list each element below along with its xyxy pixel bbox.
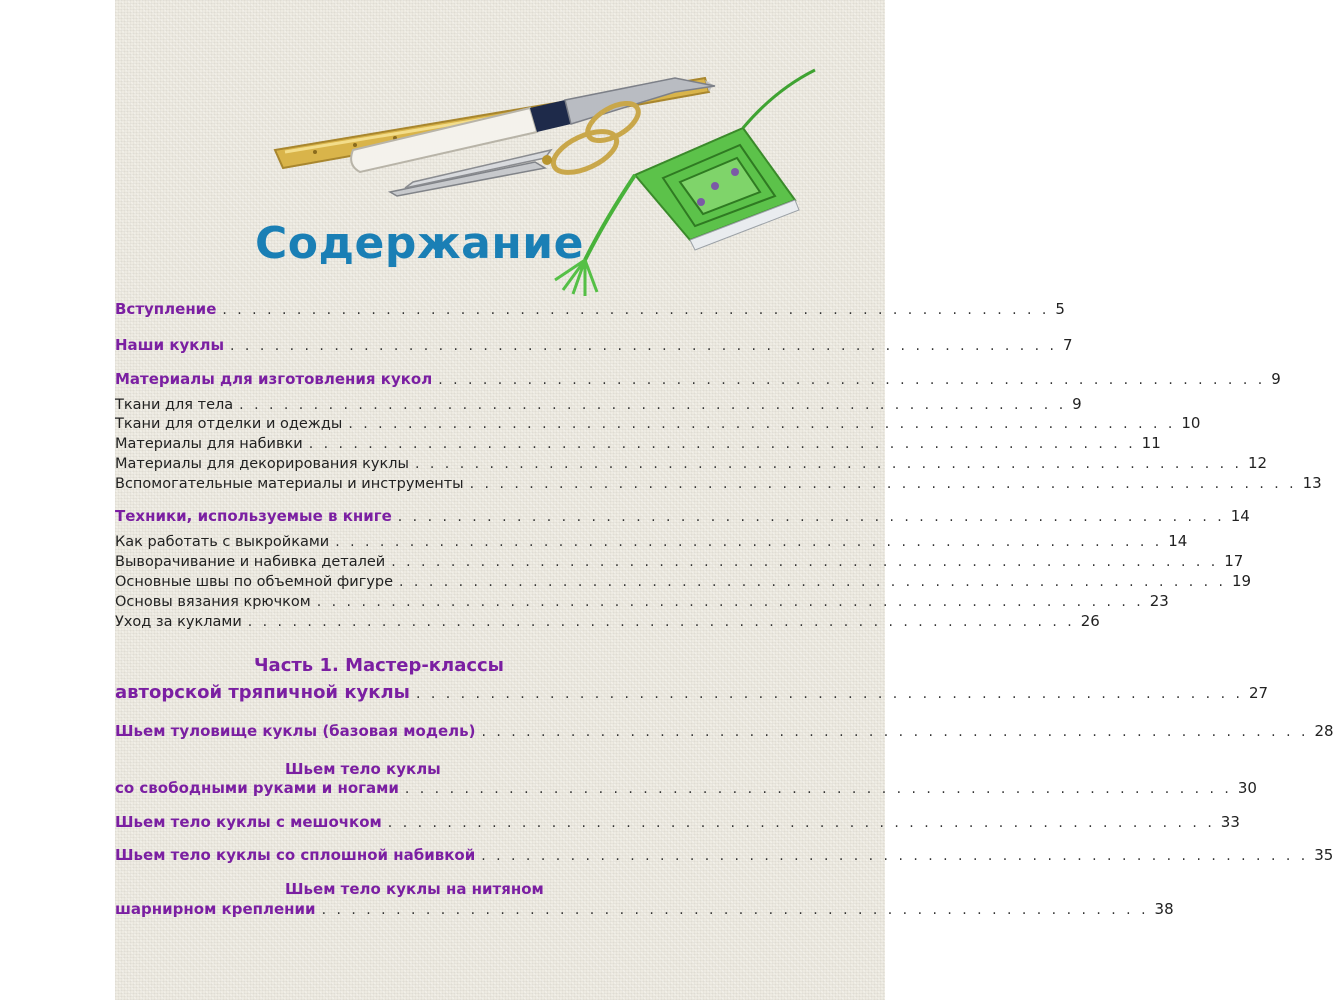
toc-entry-label: Материалы для набивки (115, 436, 303, 452)
toc-entry-label: Как работать с выкройками (115, 534, 330, 550)
toc-entry[interactable] (115, 779, 1257, 803)
toc-entry-label: Шьем тело куклы с мешочком (115, 813, 382, 831)
dot-leader: . . . . . . . . . . . . . . . . . . . . . . . . . . . . . . . . . . . . . . . . . . . . . . . . . . . . . . . . (239, 397, 1067, 413)
toc-entry-page: 5 (1055, 300, 1065, 318)
toc-subentry[interactable] (115, 474, 1322, 498)
toc-entry-label: со свободными руками и ногами (115, 779, 399, 797)
toc-entry-label: Уход за куклами (115, 614, 242, 630)
dot-leader: . . . . . . . . . . . . . . . . . . . . . . . . . . . . . . . . . . . . . . . . . . . . . . . . . . . . . . . . (222, 302, 1050, 318)
toc-entry-label-line1: Шьем тело куклы (285, 760, 441, 778)
dot-leader: . . . . . . . . . . . . . . . . . . . . . . . . . . . . . . . . . . . . . . . . . . . . . . . . . . . . . . . . (316, 594, 1144, 610)
toc-entry-page: 9 (1271, 370, 1281, 388)
toc-entry-page: 17 (1224, 552, 1244, 570)
dot-leader: . . . . . . . . . . . . . . . . . . . . . . . . . . . . . . . . . . . . . . . . . . . . . . . . . . . . . . . . (481, 724, 1309, 740)
toc-entry[interactable] (115, 336, 1073, 360)
toc-entry-page: 9 (1072, 395, 1082, 413)
dot-leader: . . . . . . . . . . . . . . . . . . . . . . . . . . . . . . . . . . . . . . . . . . . . . . . . . . . . . . . . (415, 456, 1242, 472)
dot-leader: . . . . . . . . . . . . . . . . . . . . . . . . . . . . . . . . . . . . . . . . . . . . . . . . . . . . . . . . (387, 815, 1215, 831)
toc-entry-page: 13 (1302, 474, 1322, 492)
toc-entry[interactable] (115, 300, 1065, 324)
toc-entry-page: 14 (1168, 532, 1188, 550)
toc-entry-page: 30 (1237, 779, 1257, 797)
toc-entry-label: Ткани для тела (115, 397, 234, 413)
table-of-contents (115, 0, 1334, 1000)
dot-leader: . . . . . . . . . . . . . . . . . . . . . . . . . . . . . . . . . . . . . . . . . . . . . . . . . . . . . . . . (404, 781, 1232, 797)
toc-entry[interactable] (115, 846, 1334, 870)
toc-entry-page: 23 (1149, 592, 1169, 610)
toc-entry-page: 11 (1141, 434, 1161, 452)
toc-entry-label: Основные швы по объемной фигуре (115, 574, 394, 590)
toc-entry-label: Основы вязания крючком (115, 594, 311, 610)
toc-entry-label: Наши куклы (115, 336, 225, 354)
dot-leader: . . . . . . . . . . . . . . . . . . . . . . . . . . . . . . . . . . . . . . . . . . . . . . . . . . . . . . . . (415, 686, 1243, 702)
dot-leader: . . . . . . . . . . . . . . . . . . . . . . . . . . . . . . . . . . . . . . . . . . . . . . . . . . . . . . . . (438, 372, 1266, 388)
toc-entry[interactable] (115, 722, 1334, 746)
toc-subentry[interactable] (115, 612, 1100, 636)
toc-entry-page: 35 (1314, 846, 1334, 864)
toc-entry-page: 33 (1220, 813, 1240, 831)
dot-leader: . . . . . . . . . . . . . . . . . . . . . . . . . . . . . . . . . . . . . . . . . . . . . . . . . . . . . . . . (230, 338, 1058, 354)
dot-leader: . . . . . . . . . . . . . . . . . . . . . . . . . . . . . . . . . . . . . . . . . . . . . . . . . . . . . . . . (321, 902, 1149, 918)
toc-entry-label: авторской тряпичной куклы (115, 682, 410, 703)
dot-leader: . . . . . . . . . . . . . . . . . . . . . . . . . . . . . . . . . . . . . . . . . . . . . . . . . . . . . . . . (397, 509, 1225, 525)
toc-entry-label: Шьем тело куклы со сплошной набивкой (115, 846, 476, 864)
dot-leader: . . . . . . . . . . . . . . . . . . . . . . . . . . . . . . . . . . . . . . . . . . . . . . . . . . . . . . . . (348, 416, 1176, 432)
dot-leader: . . . . . . . . . . . . . . . . . . . . . . . . . . . . . . . . . . . . . . . . . . . . . . . . . . . . . . . . (308, 436, 1136, 452)
toc-entry-label: Выворачивание и набивка деталей (115, 554, 386, 570)
toc-part-entry[interactable] (115, 682, 1269, 710)
toc-entry-page: 28 (1314, 722, 1334, 740)
toc-entry[interactable] (115, 900, 1174, 924)
toc-entry-label: Техники, используемые в книге (115, 507, 392, 525)
dot-leader: . . . . . . . . . . . . . . . . . . . . . . . . . . . . . . . . . . . . . . . . . . . . . . . . . . . . . . . . (247, 614, 1075, 630)
toc-entry-page: 26 (1080, 612, 1100, 630)
toc-entry-label: Шьем туловище куклы (базовая модель) (115, 722, 476, 740)
toc-entry-label: Ткани для отделки и одежды (115, 416, 343, 432)
toc-entry-label: Материалы для изготовления кукол (115, 370, 433, 388)
toc-entry-label: Материалы для декорирования куклы (115, 456, 409, 472)
toc-entry-page: 12 (1247, 454, 1268, 472)
page-title: Содержание (255, 218, 584, 269)
part-heading-line1: Часть 1. Мастер-классы (254, 655, 504, 676)
toc-entry[interactable] (115, 370, 1281, 394)
toc-entry-page: 27 (1248, 684, 1269, 702)
dot-leader: . . . . . . . . . . . . . . . . . . . . . . . . . . . . . . . . . . . . . . . . . . . . . . . . . . . . . . . . (469, 476, 1297, 492)
toc-entry-label: шарнирном креплении (115, 900, 316, 918)
dot-leader: . . . . . . . . . . . . . . . . . . . . . . . . . . . . . . . . . . . . . . . . . . . . . . . . . . . . . . . . (391, 554, 1219, 570)
toc-entry-page: 19 (1232, 572, 1252, 590)
toc-entry-label: Вступление (115, 300, 217, 318)
book-page (115, 0, 1334, 1000)
toc-entry-page: 7 (1063, 336, 1073, 354)
toc-entry-label: Вспомогательные материалы и инструменты (115, 476, 464, 492)
toc-entry-page: 10 (1181, 414, 1201, 432)
toc-entry[interactable] (115, 507, 1250, 531)
dot-leader: . . . . . . . . . . . . . . . . . . . . . . . . . . . . . . . . . . . . . . . . . . . . . . . . . . . . . . . . (481, 848, 1309, 864)
toc-entry-page: 14 (1230, 507, 1250, 525)
dot-leader: . . . . . . . . . . . . . . . . . . . . . . . . . . . . . . . . . . . . . . . . . . . . . . . . . . . . . . . . (399, 574, 1227, 590)
toc-entry-page: 38 (1154, 900, 1174, 918)
toc-entry[interactable] (115, 813, 1240, 837)
dot-leader: . . . . . . . . . . . . . . . . . . . . . . . . . . . . . . . . . . . . . . . . . . . . . . . . . . . . . . . . (335, 534, 1163, 550)
toc-entry-label-line1: Шьем тело куклы на нитяном (285, 880, 544, 898)
